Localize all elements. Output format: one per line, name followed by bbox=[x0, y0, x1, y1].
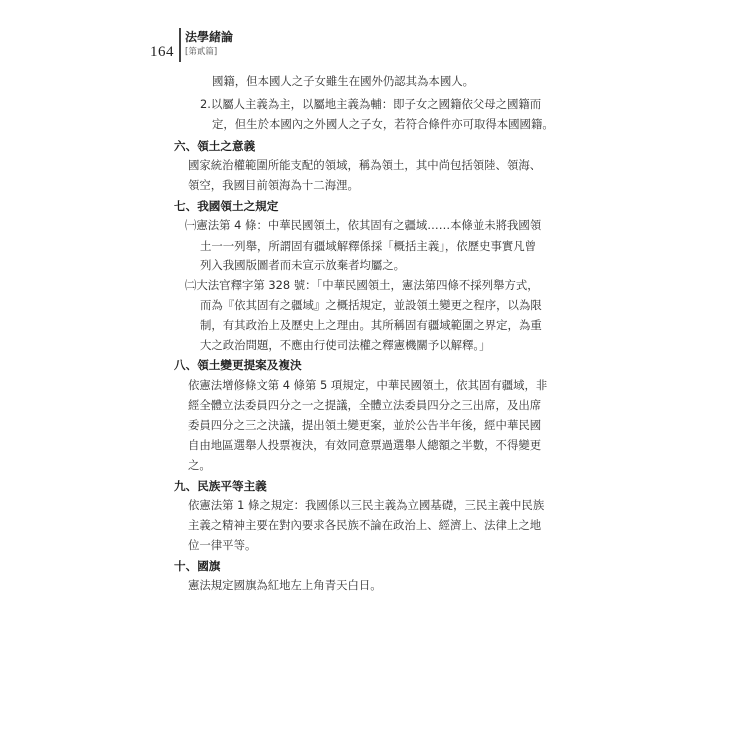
chapter-label: [第貳篇] bbox=[185, 47, 218, 57]
section-heading: 九、民族平等主義 bbox=[174, 479, 267, 493]
text-line: 國籍，但本國人之子女雖生在國外仍認其為本國人。 bbox=[212, 74, 474, 88]
text-line: 大之政治問題，不應由行使司法權之釋憲機關予以解釋。」 bbox=[200, 338, 491, 352]
text-line: 土一一列舉，所謂固有疆域解釋係採「概括主義」，依歷史事實凡曾 bbox=[200, 239, 537, 253]
text-line: 主義之精神主要在對內要求各民族不論在政治上、經濟上、法律上之地 bbox=[188, 518, 542, 532]
text-line: 依憲法增修條文第 4 條第 5 項規定，中華民國領土，依其固有疆域，非 bbox=[188, 378, 548, 392]
text-line: 之。 bbox=[188, 458, 211, 472]
text-line: 定，但生於本國內之外國人之子女，若符合條件亦可取得本國國籍。 bbox=[212, 117, 554, 131]
text-line: 2.以屬人主義為主，以屬地主義為輔：即子女之國籍依父母之國籍而 bbox=[200, 97, 542, 111]
section-heading: 七、我國領土之規定 bbox=[174, 199, 279, 213]
page-number: 164 bbox=[150, 44, 174, 60]
section-heading: 八、領土變更提案及複決 bbox=[174, 358, 302, 372]
text-line: 位一律平等。 bbox=[188, 538, 257, 552]
section-heading: 六、領土之意義 bbox=[174, 139, 256, 153]
section-heading: 十、國旗 bbox=[174, 559, 221, 573]
text-line: 列入我國版圖者而未宣示放棄者均屬之。 bbox=[200, 258, 406, 272]
text-line: 憲法規定國旗為紅地左上角青天白日。 bbox=[188, 578, 382, 592]
text-line: 領空，我國目前領海為十二海浬。 bbox=[188, 178, 359, 192]
text-line: 而為『依其固有之疆域』之概括規定，並設領土變更之程序，以為限 bbox=[200, 298, 542, 312]
text-line: 國家統治權範圍所能支配的領域，稱為領土，其中尚包括領陸、領海、 bbox=[188, 158, 542, 172]
book-title: 法學緒論 bbox=[185, 30, 234, 44]
text-line: 制，有其政治上及歷史上之理由。其所稱固有疆域範圍之界定，為重 bbox=[200, 318, 542, 332]
text-line: 經全體立法委員四分之一之提議，全體立法委員四分之三出席，及出席 bbox=[188, 398, 542, 412]
text-line: ㈡大法官釋字第 328 號：「中華民國領土，憲法第四條不採列舉方式， bbox=[185, 278, 539, 292]
text-line: ㈠憲法第 4 條：中華民國領土，依其固有之疆域……本條並未將我國領 bbox=[185, 218, 542, 232]
text-line: 自由地區選舉人投票複決，有效同意票過選舉人總額之半數，不得變更 bbox=[188, 438, 542, 452]
text-line: 委員四分之三之決議，提出領土變更案，並於公告半年後，經中華民國 bbox=[188, 418, 542, 432]
text-line: 依憲法第 1 條之規定：我國係以三民主義為立國基礎，三民主義中民族 bbox=[188, 498, 545, 512]
